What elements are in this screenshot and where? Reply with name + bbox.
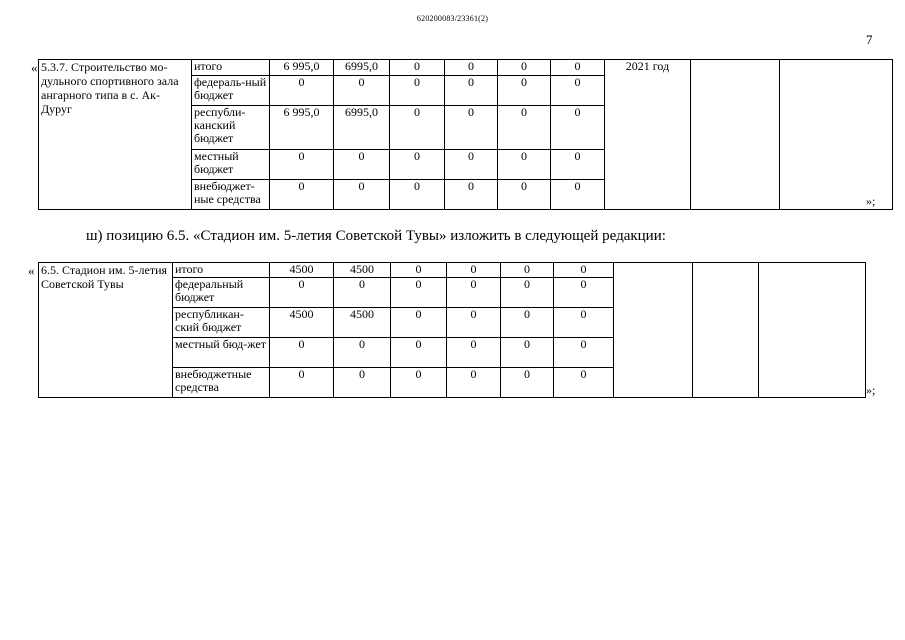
document-id: 620200083/23361(2) (416, 14, 489, 23)
funding-amount-cell: 0 (391, 308, 447, 338)
funding-amount-cell: 6995,0 (334, 60, 390, 76)
funding-amount-cell: 0 (391, 263, 447, 278)
funding-amount-cell: 0 (447, 278, 501, 308)
funding-amount-cell: 0 (445, 76, 498, 106)
funding-amount-cell: 0 (501, 278, 554, 308)
measure-name: 5.3.7. Строительство мо-дульного спортивного зала ангарного типа в с. Ак-Дуруг (39, 60, 192, 210)
table-row (39, 60, 893, 76)
funding-amount-cell: 0 (501, 308, 554, 338)
funding-amount-cell: 0 (391, 368, 447, 398)
funding-amount-cell: 0 (445, 180, 498, 210)
closing-quote: »; (866, 194, 876, 208)
funding-source-label: республи-канский бюджет (192, 106, 270, 150)
funding-amount-cell: 0 (334, 368, 391, 398)
funding-amount-cell: 0 (498, 76, 551, 106)
funding-amount-cell: 0 (551, 76, 605, 106)
funding-amount-cell: 0 (334, 150, 390, 180)
opening-quote: « (28, 263, 35, 278)
funding-amount-cell: 0 (447, 368, 501, 398)
empty-cell (780, 60, 893, 210)
funding-amount-cell: 0 (501, 263, 554, 278)
funding-amount-cell: 0 (447, 308, 501, 338)
closing-quote: »; (866, 383, 876, 397)
funding-amount-cell: 0 (498, 150, 551, 180)
funding-amount-cell: 0 (270, 180, 334, 210)
funding-amount-cell: 0 (270, 76, 334, 106)
funding-amount-cell: 0 (501, 338, 554, 368)
funding-source-label: федеральный бюджет (173, 278, 270, 308)
funding-amount-cell: 0 (390, 60, 445, 76)
year-cell: 2021 год (605, 60, 691, 210)
budget-table-5-3-7 (38, 59, 893, 210)
funding-source-label: итого (192, 60, 270, 76)
funding-amount-cell: 0 (498, 60, 551, 76)
funding-amount-cell: 0 (554, 278, 614, 308)
table-row (39, 263, 866, 278)
funding-amount-cell: 4500 (334, 308, 391, 338)
funding-amount-cell: 0 (554, 263, 614, 278)
funding-amount-cell: 0 (390, 150, 445, 180)
year-cell (614, 263, 693, 398)
funding-amount-cell: 0 (498, 180, 551, 210)
measure-name: 6.5. Стадион им. 5-летия Советской Тувы (39, 263, 173, 398)
funding-amount-cell: 0 (554, 368, 614, 398)
funding-amount-cell: 0 (551, 60, 605, 76)
amendment-paragraph: ш) позицию 6.5. «Стадион им. 5-летия Советской Тувы» изложить в следующей редакции: (86, 228, 666, 244)
funding-amount-cell: 4500 (334, 263, 391, 278)
funding-amount-cell: 6995,0 (334, 106, 390, 150)
funding-amount-cell: 0 (391, 278, 447, 308)
funding-amount-cell: 0 (390, 106, 445, 150)
funding-amount-cell: 0 (554, 338, 614, 368)
funding-amount-cell: 0 (270, 278, 334, 308)
funding-amount-cell: 0 (551, 180, 605, 210)
funding-amount-cell: 0 (270, 338, 334, 368)
funding-source-label: местный бюд-жет (173, 338, 270, 368)
funding-amount-cell: 0 (390, 180, 445, 210)
funding-amount-cell: 0 (445, 60, 498, 76)
empty-cell (693, 263, 759, 398)
funding-amount-cell: 0 (501, 368, 554, 398)
funding-source-label: республикан-ский бюджет (173, 308, 270, 338)
funding-amount-cell: 4500 (270, 308, 334, 338)
funding-amount-cell: 0 (551, 106, 605, 150)
funding-source-label: итого (173, 263, 270, 278)
funding-amount-cell: 0 (551, 150, 605, 180)
funding-amount-cell: 0 (334, 338, 391, 368)
page-number: 7 (866, 32, 873, 47)
funding-amount-cell: 0 (334, 76, 390, 106)
funding-source-label: внебюджет-ные средства (192, 180, 270, 210)
funding-amount-cell: 0 (445, 106, 498, 150)
funding-amount-cell: 4500 (270, 263, 334, 278)
funding-amount-cell: 0 (391, 338, 447, 368)
budget-table-6-5 (38, 262, 866, 398)
funding-amount-cell: 6 995,0 (270, 106, 334, 150)
empty-cell (759, 263, 866, 398)
empty-cell (691, 60, 780, 210)
funding-amount-cell: 0 (270, 150, 334, 180)
funding-amount-cell: 0 (334, 278, 391, 308)
funding-source-label: внебюджетные средства (173, 368, 270, 398)
funding-amount-cell: 0 (498, 106, 551, 150)
funding-amount-cell: 0 (554, 308, 614, 338)
funding-amount-cell: 0 (445, 150, 498, 180)
funding-amount-cell: 6 995,0 (270, 60, 334, 76)
funding-source-label: местный бюджет (192, 150, 270, 180)
funding-amount-cell: 0 (390, 76, 445, 106)
funding-amount-cell: 0 (447, 263, 501, 278)
funding-amount-cell: 0 (447, 338, 501, 368)
funding-amount-cell: 0 (334, 180, 390, 210)
funding-source-label: федераль-ный бюджет (192, 76, 270, 106)
funding-amount-cell: 0 (270, 368, 334, 398)
opening-quote: « (31, 60, 38, 75)
